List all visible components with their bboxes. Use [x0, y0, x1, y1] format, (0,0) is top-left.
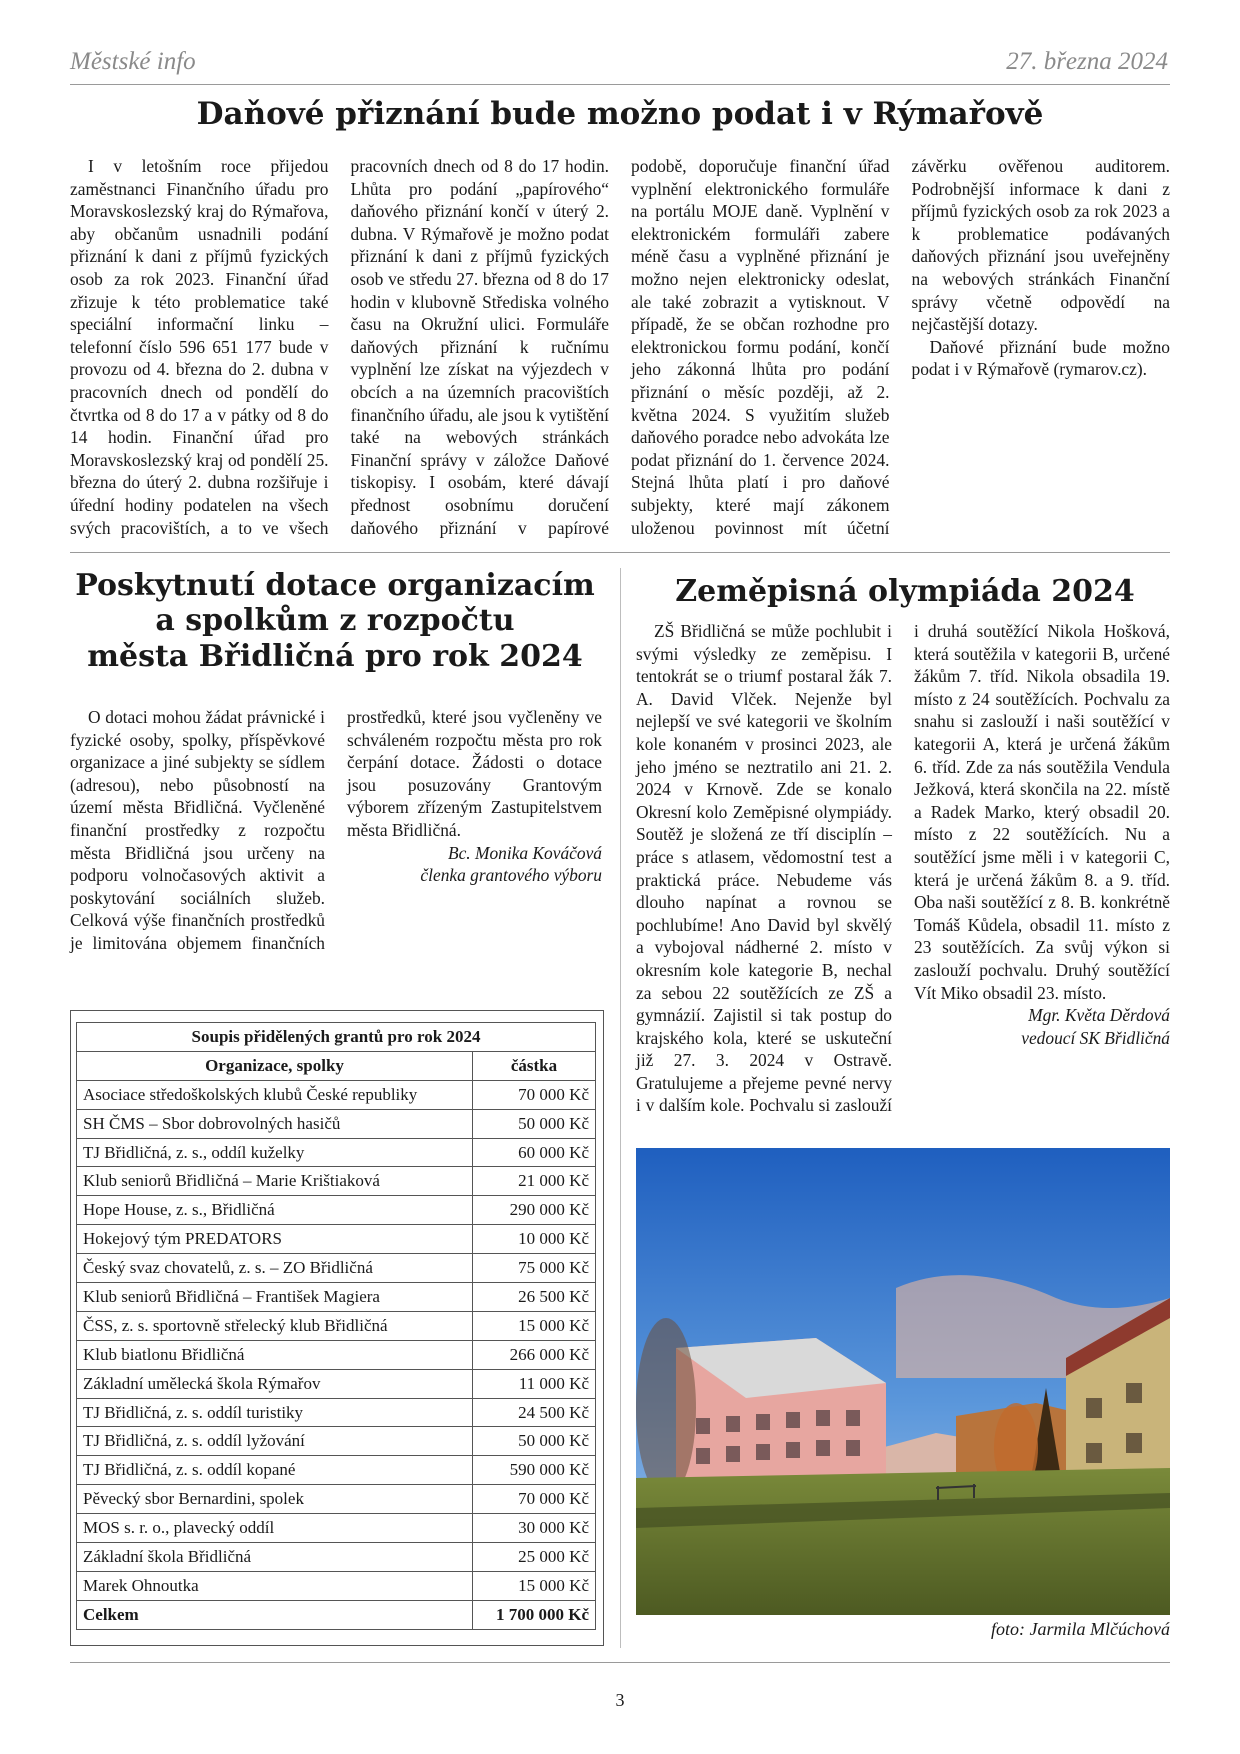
- article1-body: [70, 155, 1170, 545]
- table-row: [77, 1485, 596, 1514]
- org-cell: Hope House, z. s., Břidličná: [77, 1196, 473, 1225]
- table-row: [77, 1369, 596, 1398]
- amount-cell: 30 000 Kč: [473, 1514, 596, 1543]
- article3-title: Zeměpisná olympiáda 2024: [675, 574, 1135, 609]
- org-cell: Základní škola Břidličná: [77, 1543, 473, 1572]
- amount-cell: 60 000 Kč: [473, 1138, 596, 1167]
- table-row: [77, 1167, 596, 1196]
- amount-cell: 266 000 Kč: [473, 1340, 596, 1369]
- table-row: [77, 1225, 596, 1254]
- article3-author: Mgr. Květa Děrdová: [1028, 1005, 1170, 1026]
- article1-paragraph-2: Daňové přiznání bude možno podat i v Rýmařově (rymarov.cz).: [911, 336, 1170, 380]
- article2-body: [70, 706, 602, 976]
- column-header-amount: částka: [473, 1051, 596, 1080]
- article3-body: [636, 620, 1170, 1120]
- amount-cell: 70 000 Kč: [473, 1485, 596, 1514]
- org-cell: Klub seniorů Břidličná – František Magiera: [77, 1283, 473, 1312]
- article2-author-role: členka grantového výboru: [420, 865, 602, 886]
- article2-title-line2: a spolkům z rozpočtu: [155, 603, 515, 639]
- amount-cell: 24 500 Kč: [473, 1398, 596, 1427]
- org-cell: Hokejový tým PREDATORS: [77, 1225, 473, 1254]
- org-cell: SH ČMS – Sbor dobrovolných hasičů: [77, 1109, 473, 1138]
- table-row: [77, 1283, 596, 1312]
- table-total-row: [77, 1600, 596, 1629]
- amount-cell: 15 000 Kč: [473, 1311, 596, 1340]
- footer-divider: [70, 1662, 1170, 1663]
- article2-title-line1: Poskytnutí dotace organizacím: [75, 568, 595, 603]
- org-cell: TJ Břidličná, z. s. oddíl turistiky: [77, 1398, 473, 1427]
- amount-cell: 11 000 Kč: [473, 1369, 596, 1398]
- header-divider: [70, 84, 1170, 85]
- amount-cell: 50 000 Kč: [473, 1427, 596, 1456]
- org-cell: Asociace středoškolských klubů České republiky: [77, 1080, 473, 1109]
- issue-date: 27. března 2024: [1006, 48, 1168, 75]
- article2-title: [70, 568, 600, 674]
- article1-title: Daňové přiznání bude možno podat i v Rýmařově: [196, 96, 1044, 132]
- amount-cell: 21 000 Kč: [473, 1167, 596, 1196]
- amount-cell: 70 000 Kč: [473, 1080, 596, 1109]
- column-header-org: Organizace, spolky: [77, 1051, 473, 1080]
- table-row: [77, 1340, 596, 1369]
- amount-cell: 75 000 Kč: [473, 1254, 596, 1283]
- table-row: [77, 1196, 596, 1225]
- org-cell: TJ Břidličná, z. s. oddíl kopané: [77, 1456, 473, 1485]
- table-row: [77, 1514, 596, 1543]
- grants-table: [76, 1022, 596, 1630]
- photo-image: [636, 1148, 1170, 1615]
- table-row: [77, 1427, 596, 1456]
- section-divider: [70, 552, 1170, 553]
- org-cell: ČSS, z. s. sportovně střelecký klub Břidličná: [77, 1311, 473, 1340]
- org-cell: TJ Břidličná, z. s. oddíl lyžování: [77, 1427, 473, 1456]
- org-cell: Marek Ohnoutka: [77, 1571, 473, 1600]
- article3-paragraph: ZŠ Břidličná se může pochlubit i svými výsledky ze zeměpisu. I tentokrát se o triumf postaral žák 7. A. David Vlček. Nejenže byl nejlepší ve své kategorii ve školním kole konaném v prosinci 2023, ale jeho jméno se neztratilo ani 21. 2. 2024 v Krnově. Zde se konalo Okresní kolo Zeměpisné olympiády. Soutěž je složená ze tří disciplín – práce s atlasem, vědomostní test a praktická práce. Nebudeme vás dlouho napínat a rovnou se pochlubíme! Ano David byl skvělý a vybojoval nádherné 2. místo v okresním kole kategorie B, nechal za sebou 22 soutěžících ze ZŠ a gymnázií. Zajistil si tak postup do krajského kola, které se uskuteční již 27. 3. 2024 v Ostravě. Gratulujeme a přejeme pevné nervy i v dalším kole. Pochvalu si zaslouží i druhá soutěžící Nikola Hošková, která soutěžila v kategorii B, určené žákům 7. tříd. Nikola obsadila 19. místo z 24 soutěžících. Pochvalu za snahu si zaslouží i naši soutěžící v kategorii A, která je určená žákům 6. tříd. Zde za nás soutěžila Vendula Ježková, která skončila na 22. místě a Radek Marko, který obsadil 20. místo z 22 soutěžících. Nu a soutěžící jsme měli i v kategorii C, která je určená žákům 8. a 9. tříd. Oba naši soutěžící z 8. B. konkrétně Tomáš Kůdela, obsadil 11. místo z 23 soutěžících. Za svůj výkon si zaslouží pochvalu. Druhý soutěžící Vít Miko obsadil 23. místo.: [636, 621, 1170, 1116]
- org-cell: Pěvecký sbor Bernardini, spolek: [77, 1485, 473, 1514]
- photo: [636, 1148, 1170, 1615]
- publication-name: Městské info: [70, 48, 196, 75]
- total-amount: 1 700 000 Kč: [473, 1600, 596, 1629]
- article3-author-role: vedoucí SK Břidličná: [1021, 1027, 1170, 1048]
- table-row: [77, 1109, 596, 1138]
- column-divider: [620, 568, 621, 1648]
- org-cell: Český svaz chovatelů, z. s. – ZO Břidličná: [77, 1254, 473, 1283]
- table-row: [77, 1080, 596, 1109]
- page-number: 3: [615, 1690, 625, 1710]
- amount-cell: 50 000 Kč: [473, 1109, 596, 1138]
- table-row: [77, 1456, 596, 1485]
- table-row: [77, 1138, 596, 1167]
- total-label: Celkem: [77, 1600, 473, 1629]
- amount-cell: 26 500 Kč: [473, 1283, 596, 1312]
- org-cell: Klub biatlonu Břidličná: [77, 1340, 473, 1369]
- amount-cell: 15 000 Kč: [473, 1571, 596, 1600]
- table-row: [77, 1543, 596, 1572]
- table-row: [77, 1398, 596, 1427]
- photo-credit: foto: Jarmila Mlčúchová: [991, 1619, 1170, 1639]
- table-caption: Soupis přidělených grantů pro rok 2024: [77, 1023, 596, 1052]
- article2-author: Bc. Monika Kováčová: [447, 842, 602, 863]
- table-row: [77, 1571, 596, 1600]
- amount-cell: 290 000 Kč: [473, 1196, 596, 1225]
- article2-paragraph: O dotaci mohou žádat právnické i fyzické osoby, spolky, příspěvkové organizace a jiné subjekty se sídlem (adresou), nebo působností na území města Břidličná. Vyčleněné finanční prostředky z rozpočtu města Břidličná jsou určeny na podporu volnočasových aktivit a poskytování sociálních služeb. Celková výše finančních prostředků je limitována objemem finančních prostředků, které jsou vyčleněny ve schváleném rozpočtu města pro rok čerpání dotace. Žádosti o dotace jsou posuzovány Grantovým výborem zřízeným Zastupitelstvem města Břidličná.: [70, 707, 602, 953]
- table-row: [77, 1311, 596, 1340]
- table-row: [77, 1254, 596, 1283]
- article1-paragraph: I v letošním roce přijedou zaměstnanci Finančního úřadu pro Moravskoslezský kraj do Rýmařova, aby občanům usnadnili podání přiznání k dani z příjmů fyzických osob za rok 2023. Finanční úřad zřizuje k této problematice také speciální informační linku – telefonní číslo 596 651 177 bude v provozu od 4. března do 2. dubna v pracovních dnech od pondělí do čtvrtka od 8 do 17 a v pátky od 8 do 14 hodin. Finanční úřad pro Moravskoslezský kraj od pondělí 25. března do úterý 2. dubna rozšiřuje i úřední hodiny podatelen na všech svých pracovištích, a to ve všech pracovních dnech od 8 do 17 hodin. Lhůta pro podání „papírového“ daňového přiznání končí v úterý 2. dubna. V Rýmařově je možno podat přiznání k dani z příjmů fyzických osob ve středu 27. března od 8 do 17 hodin v klubovně Střediska volného času na Okružní ulici. Formuláře daňových přiznání k ručnímu vyplnění lze získat na výjezdech v obcích a na územních pracovištích finančního úřadu, ale jsou k vytištění také na webových stránkách Finanční správy v záložce Daňové tiskopisy. I osobám, které dávají přednost osobnímu doručení daňového přiznání v papírové podobě, doporučuje finanční úřad vyplnění elektronického formuláře na portálu MOJE daně. Vyplnění v elektronickém formuláři zabere méně času a vyplněné přiznání je možno nejen elektronicky odeslat, ale také zobrazit a vytisknout. V případě, že se občan rozhodne pro elektronickou formu podání, končí jeho zákonná lhůta pro podání přiznání o měsíc později, až 2. května 2024. S využitím služeb daňového poradce nebo advokáta lze podat přiznání do 1. července 2024. Stejná lhůta platí i pro daňové subjekty, které mají zákonem uloženou povinnost mít účetní závěrku ověřenou auditorem. Podrobnější informace k dani z příjmů fyzických osob za rok 2023 a k problematice podávaných daňových přiznání jsou uveřejněny na webových stránkách Finanční správy včetně odpovědí na nejčastější dotazy.: [70, 156, 1170, 538]
- org-cell: Klub seniorů Břidličná – Marie Krištiaková: [77, 1167, 473, 1196]
- amount-cell: 10 000 Kč: [473, 1225, 596, 1254]
- org-cell: TJ Břidličná, z. s., oddíl kuželky: [77, 1138, 473, 1167]
- amount-cell: 25 000 Kč: [473, 1543, 596, 1572]
- org-cell: MOS s. r. o., plavecký oddíl: [77, 1514, 473, 1543]
- org-cell: Základní umělecká škola Rýmařov: [77, 1369, 473, 1398]
- amount-cell: 590 000 Kč: [473, 1456, 596, 1485]
- article2-title-line3: města Břidličná pro rok 2024: [87, 638, 583, 674]
